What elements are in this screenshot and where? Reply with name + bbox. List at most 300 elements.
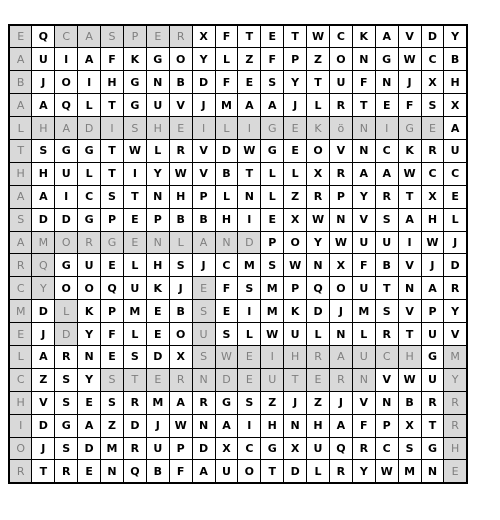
grid-cell[interactable]: I: [101, 117, 124, 140]
grid-cell[interactable]: U: [78, 254, 101, 277]
grid-cell[interactable]: X: [398, 414, 421, 437]
grid-cell[interactable]: Q: [329, 437, 352, 460]
grid-cell[interactable]: K: [398, 139, 421, 162]
grid-cell[interactable]: T: [307, 71, 330, 94]
grid-cell[interactable]: S: [215, 323, 238, 346]
grid-cell[interactable]: D: [215, 139, 238, 162]
grid-cell[interactable]: V: [398, 25, 421, 48]
grid-cell[interactable]: L: [444, 208, 467, 231]
grid-cell[interactable]: C: [9, 368, 32, 391]
grid-cell[interactable]: S: [169, 254, 192, 277]
grid-cell[interactable]: H: [146, 117, 169, 140]
grid-cell[interactable]: R: [329, 94, 352, 117]
grid-cell[interactable]: H: [444, 71, 467, 94]
grid-cell[interactable]: Y: [32, 277, 55, 300]
grid-cell[interactable]: W: [284, 254, 307, 277]
grid-cell[interactable]: G: [261, 139, 284, 162]
grid-cell[interactable]: J: [329, 300, 352, 323]
grid-cell[interactable]: J: [32, 437, 55, 460]
grid-cell[interactable]: N: [307, 254, 330, 277]
grid-cell[interactable]: Y: [444, 25, 467, 48]
grid-cell[interactable]: M: [9, 300, 32, 323]
grid-cell[interactable]: Z: [307, 391, 330, 414]
grid-cell[interactable]: V: [169, 94, 192, 117]
grid-cell[interactable]: W: [398, 368, 421, 391]
grid-cell[interactable]: L: [215, 117, 238, 140]
grid-cell[interactable]: G: [78, 208, 101, 231]
grid-cell[interactable]: Y: [352, 460, 375, 483]
grid-cell[interactable]: E: [9, 25, 32, 48]
grid-cell[interactable]: H: [32, 162, 55, 185]
grid-cell[interactable]: T: [421, 414, 444, 437]
grid-cell[interactable]: G: [261, 437, 284, 460]
grid-cell[interactable]: F: [352, 71, 375, 94]
grid-cell[interactable]: F: [101, 48, 124, 71]
grid-cell[interactable]: L: [307, 94, 330, 117]
grid-cell[interactable]: C: [375, 345, 398, 368]
grid-cell[interactable]: I: [55, 48, 78, 71]
grid-cell[interactable]: E: [78, 391, 101, 414]
grid-cell[interactable]: L: [284, 162, 307, 185]
grid-cell[interactable]: W: [169, 162, 192, 185]
grid-cell[interactable]: R: [444, 391, 467, 414]
grid-cell[interactable]: L: [307, 460, 330, 483]
grid-cell[interactable]: A: [238, 94, 261, 117]
grid-cell[interactable]: V: [352, 208, 375, 231]
grid-cell[interactable]: Y: [146, 162, 169, 185]
grid-cell[interactable]: N: [329, 323, 352, 346]
grid-cell[interactable]: B: [169, 300, 192, 323]
grid-cell[interactable]: L: [55, 300, 78, 323]
grid-cell[interactable]: J: [284, 391, 307, 414]
grid-cell[interactable]: N: [329, 208, 352, 231]
grid-cell[interactable]: T: [123, 185, 146, 208]
grid-cell[interactable]: P: [169, 437, 192, 460]
grid-cell[interactable]: A: [169, 391, 192, 414]
grid-cell[interactable]: W: [329, 231, 352, 254]
grid-cell[interactable]: R: [78, 231, 101, 254]
grid-cell[interactable]: D: [238, 231, 261, 254]
grid-cell[interactable]: A: [352, 162, 375, 185]
grid-cell[interactable]: M: [146, 391, 169, 414]
grid-cell[interactable]: Y: [78, 323, 101, 346]
grid-cell[interactable]: O: [169, 48, 192, 71]
grid-cell[interactable]: X: [421, 71, 444, 94]
grid-cell[interactable]: G: [215, 391, 238, 414]
grid-cell[interactable]: J: [398, 71, 421, 94]
grid-cell[interactable]: R: [329, 368, 352, 391]
grid-cell[interactable]: H: [169, 185, 192, 208]
grid-cell[interactable]: V: [375, 368, 398, 391]
grid-cell[interactable]: Z: [307, 48, 330, 71]
grid-cell[interactable]: H: [444, 437, 467, 460]
grid-cell[interactable]: Y: [192, 48, 215, 71]
grid-cell[interactable]: I: [261, 345, 284, 368]
grid-cell[interactable]: M: [352, 300, 375, 323]
grid-cell[interactable]: T: [375, 277, 398, 300]
grid-cell[interactable]: F: [101, 323, 124, 346]
grid-cell[interactable]: R: [307, 185, 330, 208]
grid-cell[interactable]: M: [123, 300, 146, 323]
grid-cell[interactable]: M: [32, 231, 55, 254]
grid-cell[interactable]: B: [9, 71, 32, 94]
grid-cell[interactable]: T: [9, 139, 32, 162]
grid-cell[interactable]: A: [55, 117, 78, 140]
grid-cell[interactable]: L: [307, 323, 330, 346]
grid-cell[interactable]: J: [192, 254, 215, 277]
grid-cell[interactable]: L: [9, 345, 32, 368]
grid-cell[interactable]: E: [421, 117, 444, 140]
grid-cell[interactable]: O: [9, 437, 32, 460]
grid-cell[interactable]: X: [444, 94, 467, 117]
grid-cell[interactable]: D: [192, 437, 215, 460]
grid-cell[interactable]: P: [329, 185, 352, 208]
grid-cell[interactable]: U: [55, 162, 78, 185]
grid-cell[interactable]: S: [192, 345, 215, 368]
grid-cell[interactable]: Z: [238, 48, 261, 71]
grid-cell[interactable]: T: [284, 368, 307, 391]
grid-cell[interactable]: M: [398, 460, 421, 483]
grid-cell[interactable]: A: [78, 48, 101, 71]
grid-cell[interactable]: C: [55, 25, 78, 48]
grid-cell[interactable]: C: [444, 162, 467, 185]
grid-cell[interactable]: R: [375, 185, 398, 208]
grid-cell[interactable]: U: [421, 323, 444, 346]
grid-cell[interactable]: U: [352, 345, 375, 368]
grid-cell[interactable]: M: [444, 345, 467, 368]
grid-cell[interactable]: M: [261, 300, 284, 323]
grid-cell[interactable]: R: [9, 460, 32, 483]
grid-cell[interactable]: O: [307, 139, 330, 162]
grid-cell[interactable]: A: [329, 414, 352, 437]
grid-cell[interactable]: L: [123, 254, 146, 277]
grid-cell[interactable]: R: [329, 162, 352, 185]
grid-cell[interactable]: N: [352, 368, 375, 391]
grid-cell[interactable]: S: [261, 254, 284, 277]
grid-cell[interactable]: D: [32, 414, 55, 437]
grid-cell[interactable]: E: [146, 300, 169, 323]
grid-cell[interactable]: ö: [329, 117, 352, 140]
grid-cell[interactable]: F: [215, 71, 238, 94]
grid-cell[interactable]: H: [32, 117, 55, 140]
grid-cell[interactable]: X: [284, 208, 307, 231]
grid-cell[interactable]: G: [123, 71, 146, 94]
grid-cell[interactable]: C: [421, 48, 444, 71]
grid-cell[interactable]: S: [238, 277, 261, 300]
grid-cell[interactable]: A: [375, 25, 398, 48]
grid-cell[interactable]: N: [146, 231, 169, 254]
grid-cell[interactable]: R: [123, 391, 146, 414]
grid-cell[interactable]: N: [78, 345, 101, 368]
grid-cell[interactable]: A: [9, 94, 32, 117]
grid-cell[interactable]: G: [146, 48, 169, 71]
grid-cell[interactable]: B: [169, 208, 192, 231]
grid-cell[interactable]: P: [284, 277, 307, 300]
grid-cell[interactable]: P: [123, 25, 146, 48]
grid-cell[interactable]: J: [32, 323, 55, 346]
grid-cell[interactable]: A: [9, 231, 32, 254]
grid-cell[interactable]: S: [398, 437, 421, 460]
grid-cell[interactable]: H: [101, 71, 124, 94]
grid-cell[interactable]: P: [421, 300, 444, 323]
grid-cell[interactable]: R: [123, 437, 146, 460]
grid-cell[interactable]: U: [444, 139, 467, 162]
grid-cell[interactable]: G: [375, 48, 398, 71]
grid-cell[interactable]: Q: [55, 94, 78, 117]
grid-cell[interactable]: C: [421, 162, 444, 185]
grid-cell[interactable]: E: [444, 460, 467, 483]
grid-cell[interactable]: Q: [101, 277, 124, 300]
grid-cell[interactable]: L: [123, 323, 146, 346]
grid-cell[interactable]: J: [169, 277, 192, 300]
grid-cell[interactable]: F: [352, 414, 375, 437]
grid-cell[interactable]: T: [101, 162, 124, 185]
grid-cell[interactable]: W: [307, 25, 330, 48]
grid-cell[interactable]: J: [421, 254, 444, 277]
grid-cell[interactable]: Y: [78, 368, 101, 391]
grid-cell[interactable]: S: [55, 368, 78, 391]
grid-cell[interactable]: W: [261, 323, 284, 346]
grid-cell[interactable]: S: [375, 208, 398, 231]
grid-cell[interactable]: T: [32, 460, 55, 483]
grid-cell[interactable]: D: [421, 25, 444, 48]
grid-cell[interactable]: E: [238, 71, 261, 94]
grid-cell[interactable]: O: [55, 71, 78, 94]
grid-cell[interactable]: A: [78, 414, 101, 437]
grid-cell[interactable]: R: [55, 345, 78, 368]
grid-cell[interactable]: O: [169, 323, 192, 346]
grid-cell[interactable]: P: [146, 208, 169, 231]
grid-cell[interactable]: S: [101, 25, 124, 48]
grid-cell[interactable]: H: [146, 254, 169, 277]
grid-cell[interactable]: L: [146, 139, 169, 162]
grid-cell[interactable]: E: [192, 277, 215, 300]
grid-cell[interactable]: I: [55, 185, 78, 208]
grid-cell[interactable]: W: [398, 162, 421, 185]
grid-cell[interactable]: S: [123, 117, 146, 140]
grid-cell[interactable]: T: [398, 323, 421, 346]
grid-cell[interactable]: I: [398, 231, 421, 254]
grid-cell[interactable]: C: [78, 185, 101, 208]
grid-cell[interactable]: H: [9, 391, 32, 414]
grid-cell[interactable]: M: [101, 437, 124, 460]
grid-cell[interactable]: R: [329, 460, 352, 483]
grid-cell[interactable]: F: [215, 25, 238, 48]
grid-cell[interactable]: A: [261, 94, 284, 117]
grid-cell[interactable]: I: [78, 71, 101, 94]
grid-cell[interactable]: F: [261, 48, 284, 71]
grid-cell[interactable]: Q: [32, 25, 55, 48]
grid-cell[interactable]: N: [375, 71, 398, 94]
grid-cell[interactable]: X: [169, 345, 192, 368]
grid-cell[interactable]: N: [146, 185, 169, 208]
grid-cell[interactable]: A: [398, 208, 421, 231]
grid-cell[interactable]: J: [192, 94, 215, 117]
grid-cell[interactable]: K: [146, 277, 169, 300]
grid-cell[interactable]: C: [329, 25, 352, 48]
grid-cell[interactable]: T: [261, 460, 284, 483]
grid-cell[interactable]: A: [444, 117, 467, 140]
grid-cell[interactable]: B: [444, 48, 467, 71]
grid-cell[interactable]: K: [352, 25, 375, 48]
grid-cell[interactable]: L: [261, 162, 284, 185]
grid-cell[interactable]: T: [238, 25, 261, 48]
grid-cell[interactable]: R: [421, 139, 444, 162]
grid-cell[interactable]: U: [329, 71, 352, 94]
grid-cell[interactable]: A: [421, 277, 444, 300]
grid-cell[interactable]: Y: [307, 231, 330, 254]
grid-cell[interactable]: L: [215, 185, 238, 208]
grid-cell[interactable]: F: [215, 277, 238, 300]
grid-cell[interactable]: W: [375, 460, 398, 483]
grid-cell[interactable]: J: [146, 414, 169, 437]
grid-cell[interactable]: W: [307, 208, 330, 231]
grid-cell[interactable]: A: [78, 25, 101, 48]
grid-cell[interactable]: S: [375, 300, 398, 323]
grid-cell[interactable]: C: [9, 277, 32, 300]
grid-cell[interactable]: J: [284, 94, 307, 117]
grid-cell[interactable]: E: [375, 94, 398, 117]
grid-cell[interactable]: B: [169, 71, 192, 94]
grid-cell[interactable]: R: [307, 345, 330, 368]
grid-cell[interactable]: M: [215, 94, 238, 117]
grid-cell[interactable]: S: [55, 391, 78, 414]
grid-cell[interactable]: N: [215, 231, 238, 254]
grid-cell[interactable]: U: [123, 277, 146, 300]
grid-cell[interactable]: E: [123, 231, 146, 254]
grid-cell[interactable]: S: [421, 94, 444, 117]
grid-cell[interactable]: D: [32, 300, 55, 323]
grid-cell[interactable]: A: [329, 345, 352, 368]
grid-cell[interactable]: E: [146, 368, 169, 391]
grid-cell[interactable]: D: [444, 254, 467, 277]
grid-cell[interactable]: N: [101, 460, 124, 483]
grid-cell[interactable]: L: [261, 185, 284, 208]
grid-cell[interactable]: E: [146, 323, 169, 346]
grid-cell[interactable]: E: [238, 345, 261, 368]
grid-cell[interactable]: X: [284, 437, 307, 460]
grid-cell[interactable]: V: [352, 391, 375, 414]
grid-cell[interactable]: B: [146, 460, 169, 483]
grid-cell[interactable]: V: [32, 391, 55, 414]
grid-cell[interactable]: I: [375, 117, 398, 140]
grid-cell[interactable]: F: [169, 460, 192, 483]
grid-cell[interactable]: A: [215, 414, 238, 437]
grid-cell[interactable]: F: [398, 94, 421, 117]
grid-cell[interactable]: P: [101, 300, 124, 323]
grid-cell[interactable]: T: [284, 25, 307, 48]
grid-cell[interactable]: G: [421, 345, 444, 368]
grid-cell[interactable]: E: [444, 185, 467, 208]
grid-cell[interactable]: G: [101, 231, 124, 254]
grid-cell[interactable]: K: [123, 48, 146, 71]
grid-cell[interactable]: V: [192, 162, 215, 185]
grid-cell[interactable]: J: [32, 71, 55, 94]
grid-cell[interactable]: V: [398, 254, 421, 277]
grid-cell[interactable]: L: [9, 117, 32, 140]
grid-cell[interactable]: T: [238, 162, 261, 185]
grid-cell[interactable]: A: [192, 460, 215, 483]
grid-cell[interactable]: A: [192, 231, 215, 254]
grid-cell[interactable]: N: [238, 185, 261, 208]
grid-cell[interactable]: G: [55, 139, 78, 162]
grid-cell[interactable]: V: [398, 300, 421, 323]
grid-cell[interactable]: W: [398, 48, 421, 71]
grid-cell[interactable]: V: [329, 139, 352, 162]
grid-cell[interactable]: U: [307, 437, 330, 460]
grid-cell[interactable]: A: [32, 185, 55, 208]
grid-cell[interactable]: E: [123, 208, 146, 231]
grid-cell[interactable]: O: [329, 48, 352, 71]
grid-cell[interactable]: E: [307, 368, 330, 391]
grid-cell[interactable]: P: [192, 185, 215, 208]
grid-cell[interactable]: N: [398, 277, 421, 300]
grid-cell[interactable]: U: [192, 323, 215, 346]
grid-cell[interactable]: T: [101, 94, 124, 117]
grid-cell[interactable]: S: [192, 300, 215, 323]
grid-cell[interactable]: T: [398, 185, 421, 208]
grid-cell[interactable]: P: [375, 414, 398, 437]
grid-cell[interactable]: Z: [261, 391, 284, 414]
grid-cell[interactable]: R: [444, 277, 467, 300]
grid-cell[interactable]: Y: [444, 300, 467, 323]
grid-cell[interactable]: R: [169, 368, 192, 391]
grid-cell[interactable]: U: [352, 231, 375, 254]
grid-cell[interactable]: O: [78, 277, 101, 300]
grid-cell[interactable]: E: [169, 117, 192, 140]
grid-cell[interactable]: H: [9, 162, 32, 185]
grid-cell[interactable]: S: [32, 139, 55, 162]
grid-cell[interactable]: A: [32, 94, 55, 117]
grid-cell[interactable]: E: [284, 139, 307, 162]
grid-cell[interactable]: I: [238, 208, 261, 231]
grid-cell[interactable]: K: [78, 300, 101, 323]
grid-cell[interactable]: D: [307, 300, 330, 323]
grid-cell[interactable]: D: [215, 368, 238, 391]
grid-cell[interactable]: N: [192, 414, 215, 437]
grid-cell[interactable]: O: [284, 231, 307, 254]
grid-cell[interactable]: W: [215, 345, 238, 368]
grid-cell[interactable]: R: [192, 391, 215, 414]
grid-cell[interactable]: O: [238, 460, 261, 483]
grid-cell[interactable]: H: [421, 208, 444, 231]
grid-cell[interactable]: O: [55, 277, 78, 300]
grid-cell[interactable]: L: [215, 48, 238, 71]
grid-cell[interactable]: C: [375, 437, 398, 460]
grid-cell[interactable]: Z: [101, 414, 124, 437]
grid-cell[interactable]: X: [192, 25, 215, 48]
grid-cell[interactable]: U: [421, 368, 444, 391]
grid-cell[interactable]: I: [238, 300, 261, 323]
grid-cell[interactable]: D: [78, 437, 101, 460]
grid-cell[interactable]: E: [78, 460, 101, 483]
grid-cell[interactable]: R: [375, 323, 398, 346]
grid-cell[interactable]: E: [9, 323, 32, 346]
grid-cell[interactable]: G: [398, 117, 421, 140]
grid-cell[interactable]: G: [55, 254, 78, 277]
grid-cell[interactable]: U: [375, 231, 398, 254]
grid-cell[interactable]: R: [421, 391, 444, 414]
grid-cell[interactable]: U: [352, 277, 375, 300]
grid-cell[interactable]: K: [307, 117, 330, 140]
grid-cell[interactable]: W: [169, 414, 192, 437]
grid-cell[interactable]: L: [78, 94, 101, 117]
grid-cell[interactable]: S: [101, 368, 124, 391]
grid-cell[interactable]: X: [421, 185, 444, 208]
grid-cell[interactable]: E: [101, 254, 124, 277]
grid-cell[interactable]: P: [261, 231, 284, 254]
grid-cell[interactable]: I: [9, 414, 32, 437]
